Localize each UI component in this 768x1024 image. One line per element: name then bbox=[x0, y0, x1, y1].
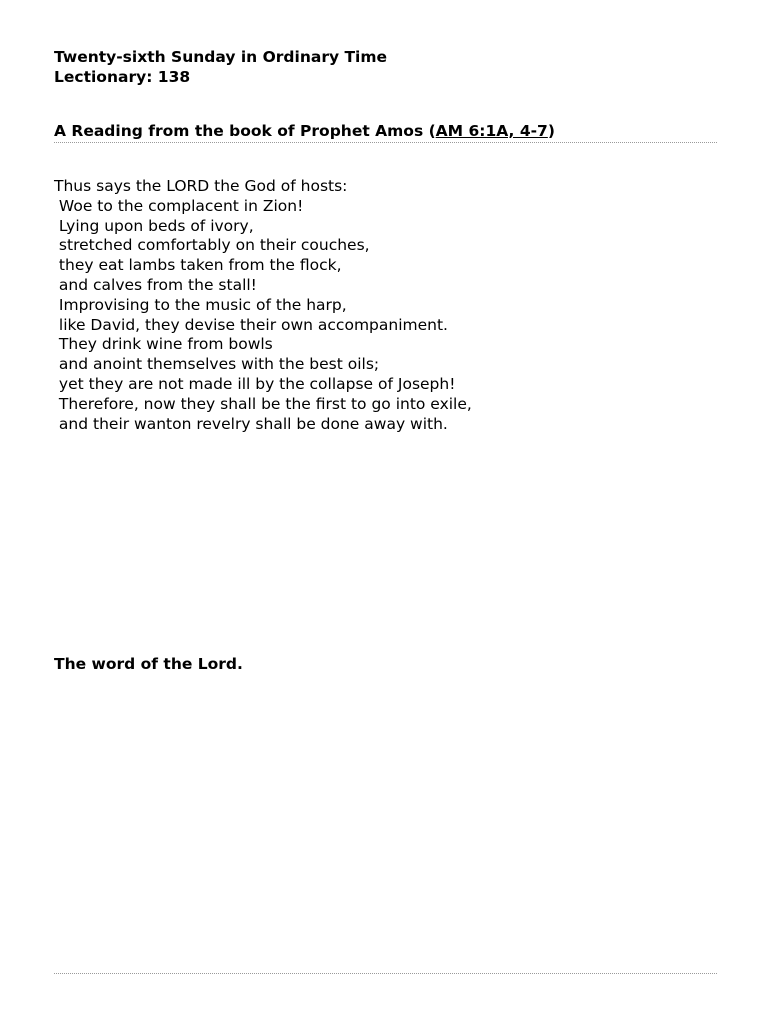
reading-line: Woe to the complacent in Zion! bbox=[54, 196, 304, 215]
reading-line: Improvising to the music of the harp, bbox=[54, 295, 347, 314]
reading-title-text: A Reading from the book of Prophet Amos ( bbox=[54, 122, 436, 140]
liturgical-day-title: Twenty-sixth Sunday in Ordinary Time bbox=[54, 48, 388, 66]
reading-line: stretched comfortably on their couches, bbox=[54, 236, 370, 255]
closing-acclamation: The word of the Lord. bbox=[54, 655, 243, 673]
reading-line: and their wanton revelry shall be done away with. bbox=[54, 414, 448, 433]
reading-line: They drink wine from bowls bbox=[54, 335, 273, 354]
reading-line: Thus says the LORD the God of hosts: bbox=[54, 177, 348, 195]
reading-line: like David, they devise their own accompaniment. bbox=[54, 315, 448, 334]
reading-line: and calves from the stall! bbox=[54, 275, 257, 294]
reading-title bbox=[54, 121, 555, 141]
reading-text bbox=[54, 177, 472, 434]
lectionary-number: Lectionary: 138 bbox=[54, 68, 191, 86]
reading-line: Lying upon beds of ivory, bbox=[54, 216, 254, 235]
document-header bbox=[54, 47, 387, 87]
reading-line: Therefore, now they shall be the first to go into exile, bbox=[54, 394, 472, 413]
reading-line: and anoint themselves with the best oils; bbox=[54, 355, 380, 374]
reading-title-close: ) bbox=[547, 122, 555, 140]
title-divider bbox=[54, 142, 717, 143]
reading-line: they eat lambs taken from the flock, bbox=[54, 256, 342, 275]
footer-divider bbox=[54, 973, 717, 974]
scripture-citation-link[interactable]: AM 6:1A, 4-7 bbox=[435, 122, 548, 140]
reading-line: yet they are not made ill by the collapse of Joseph! bbox=[54, 374, 456, 393]
